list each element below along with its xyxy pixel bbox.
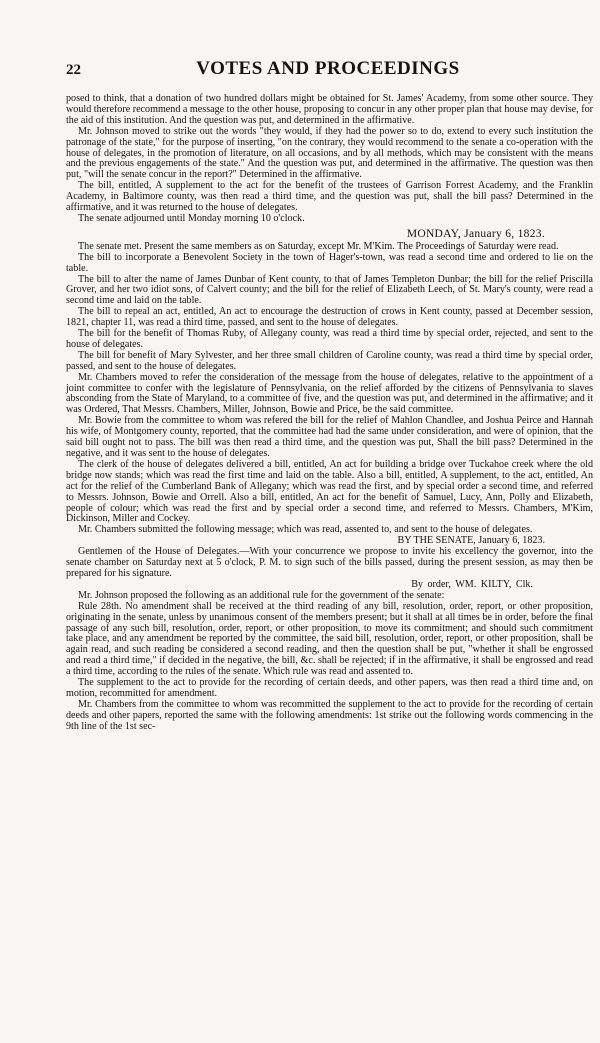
paragraph: The senate met. Present the same members as on Saturday, except Mr. M'Kim. The Proceedings of Saturday were read. (78, 240, 559, 252)
message-heading: BY THE SENATE, January 6, 1823. (397, 535, 545, 547)
paragraph: Mr. Bowie from the committee to whom was refered the bill for the relief of Mahlon Chandlee, and Joshua Peirce and Hannah his wife, of Montgomery county, reported, that the committee had had the same under consideration, and were of opinion, that the said bill ought not to pass. The bill was then read a third time, and the question was put, Shall the bill pass? Determined in the negative, and it was sent to the house of delegates. (66, 415, 593, 459)
paragraph: The bill for benefit of Mary Sylvester, and her three small children of Caroline county, was read a third time by special order, passed, and sent to the house of delegates. (66, 349, 593, 372)
paragraph: Mr. Chambers from the committee to whom was recommitted the supplement to the act to provide for the recording of certain deeds and other papers, reported the same with the following amendments: 1st strike out the following words commencing in the 9th line of the 1st sec- (66, 698, 593, 732)
paragraph: Mr. Johnson moved to strike out the words "they would, if they had the power so to do, extend to every such institution the patronage of the state," for the purpose of inserting, "on the contrary, they would recommend to the senate a co-operation with the house of delegates, in the promotion of literature, on all occasions, and by all methods, which may be consistent with the means and the previous engagements of the state." And the question was put, and determined in the affirmative. The question was then put, "will the senate concur in the report?" Determined in the affirmative. (66, 125, 593, 181)
paragraph: Mr. Chambers submitted the following message; which was read, assented to, and sent to the house of delegates. (78, 524, 533, 536)
paragraph: The clerk of the house of delegates delivered a bill, entitled, An act for building a bridge over Tuckahoe creek where the old bridge now stands; which was read the first time and laid on the table. Also a bill, entitled, A supplement, to the act, entitled, An act for the relief of the Cumberland Bank of Allegany; which was read the first, and by special order a second time, and referred to Messrs. Johnson, Bowie and Orrell. Also a bill, entitled, An act for the benefit of Samuel, Lucy, Ann, Polly and Elizabeth, people of colour; which was read the first and by special order a second time, and referred to Messrs. Chambers, M'Kim, Dickinson, Miller and Cockey. (66, 458, 593, 525)
session-date-heading: MONDAY, January 6, 1823. (406, 227, 545, 240)
paragraph: The senate adjourned until Monday morning 10 o'clock. (78, 212, 305, 224)
message-signature: By order, WM. KILTY, Clk. (411, 578, 533, 590)
paragraph: Gentlemen of the House of Delegates.—With your concurrence we propose to invite his excellency the governor, into the senate chamber on Saturday next at 5 o'clock, P. M. to sign such of the bills passed, during the present session, as may then be prepared for his signature. (66, 546, 593, 579)
running-head: VOTES AND PROCEEDINGS (196, 58, 460, 79)
paragraph: The bill for the benefit of Thomas Ruby, of Allegany county, was read a third time by special order, rejected, and sent to the house of delegates. (66, 328, 593, 350)
page-number: 22 (66, 62, 81, 78)
document-body (66, 94, 593, 733)
paragraph: Rule 28th. No amendment shall be received at the third reading of any bill, resolution, order, report, or other proposition, originating in the senate, unless by unanimous consent of the members present; but it shall at all times be in order, before the final passage of any such bill, resolution, order, report, or other proposition, to move its commitment; and should such commitment take place, and any amendment be reported by the committee, the said bill, resolution, order, report, or other proposition, shall be again read, and such reading be considered a second reading, and then the question shall be put, "whether it shall be engrossed and read a third time," if decided in the negative, the bill, &c. shall be rejected; if in the affirmative, it shall be engrossed and read a third time, according to the rules of the senate. Which rule was read and assented to. (66, 600, 593, 678)
paragraph: Mr. Chambers moved to refer the consideration of the message from the house of delegates, relative to the appointment of a joint committee to confer with the legislature of Pennsylvania, on the relief afforded by the citizens of Pennsylvania to slaves absconding from the State of Maryland, to a committee of five, and the question was put, and determined in the affirmative; and it was Ordered, That Messrs. Chambers, Miller, Johnson, Bowie and Price, be the said committee. (66, 371, 593, 416)
paragraph: The bill, entitled, A supplement to the act for the benefit of the trustees of Garrison Forrest Academy, and the Franklin Academy, in Baltimore county, was then read a third time, and the question was put, shall the bill pass? Determined in the affirmative, and it was returned to the house of delegates. (66, 180, 593, 214)
paragraph: Mr. Johnson proposed the following as an additional rule for the government of the senate: (78, 589, 445, 601)
paragraph: The supplement to the act to provide for the recording of certain deeds, and other papers, was then read a third time and, on motion, recommitted for amendment. (66, 677, 593, 699)
page-header (66, 58, 590, 82)
paragraph: The bill to repeal an act, entitled, An act to encourage the destruction of crows in Kent county, passed at December session, 1821, chapter 11, was read a third time, passed, and sent to the house of delegates. (66, 306, 593, 329)
paragraph: posed to think, that a donation of two hundred dollars might be obtained for St. James' Academy, from some other source. They would therefore recommend a message to the other house, proposing to concur in any other proper plan that house may devise, for the aid of this institution. And the question was put, and determined in the affirmative. (66, 93, 593, 126)
paragraph: The bill to incorporate a Benevolent Society in the town of Hager's-town, was read a second time and ordered to lie on the table. (66, 251, 593, 274)
paragraph: The bill to alter the name of James Dunbar of Kent county, to that of James Templeton Dunbar; the bill for the relief Priscilla Grover, and her two idiot sons, of Calvert county; and the bill for the relief of Elizabeth Leech, of St. Mary's county, were read a second time and laid on the table. (66, 273, 593, 307)
